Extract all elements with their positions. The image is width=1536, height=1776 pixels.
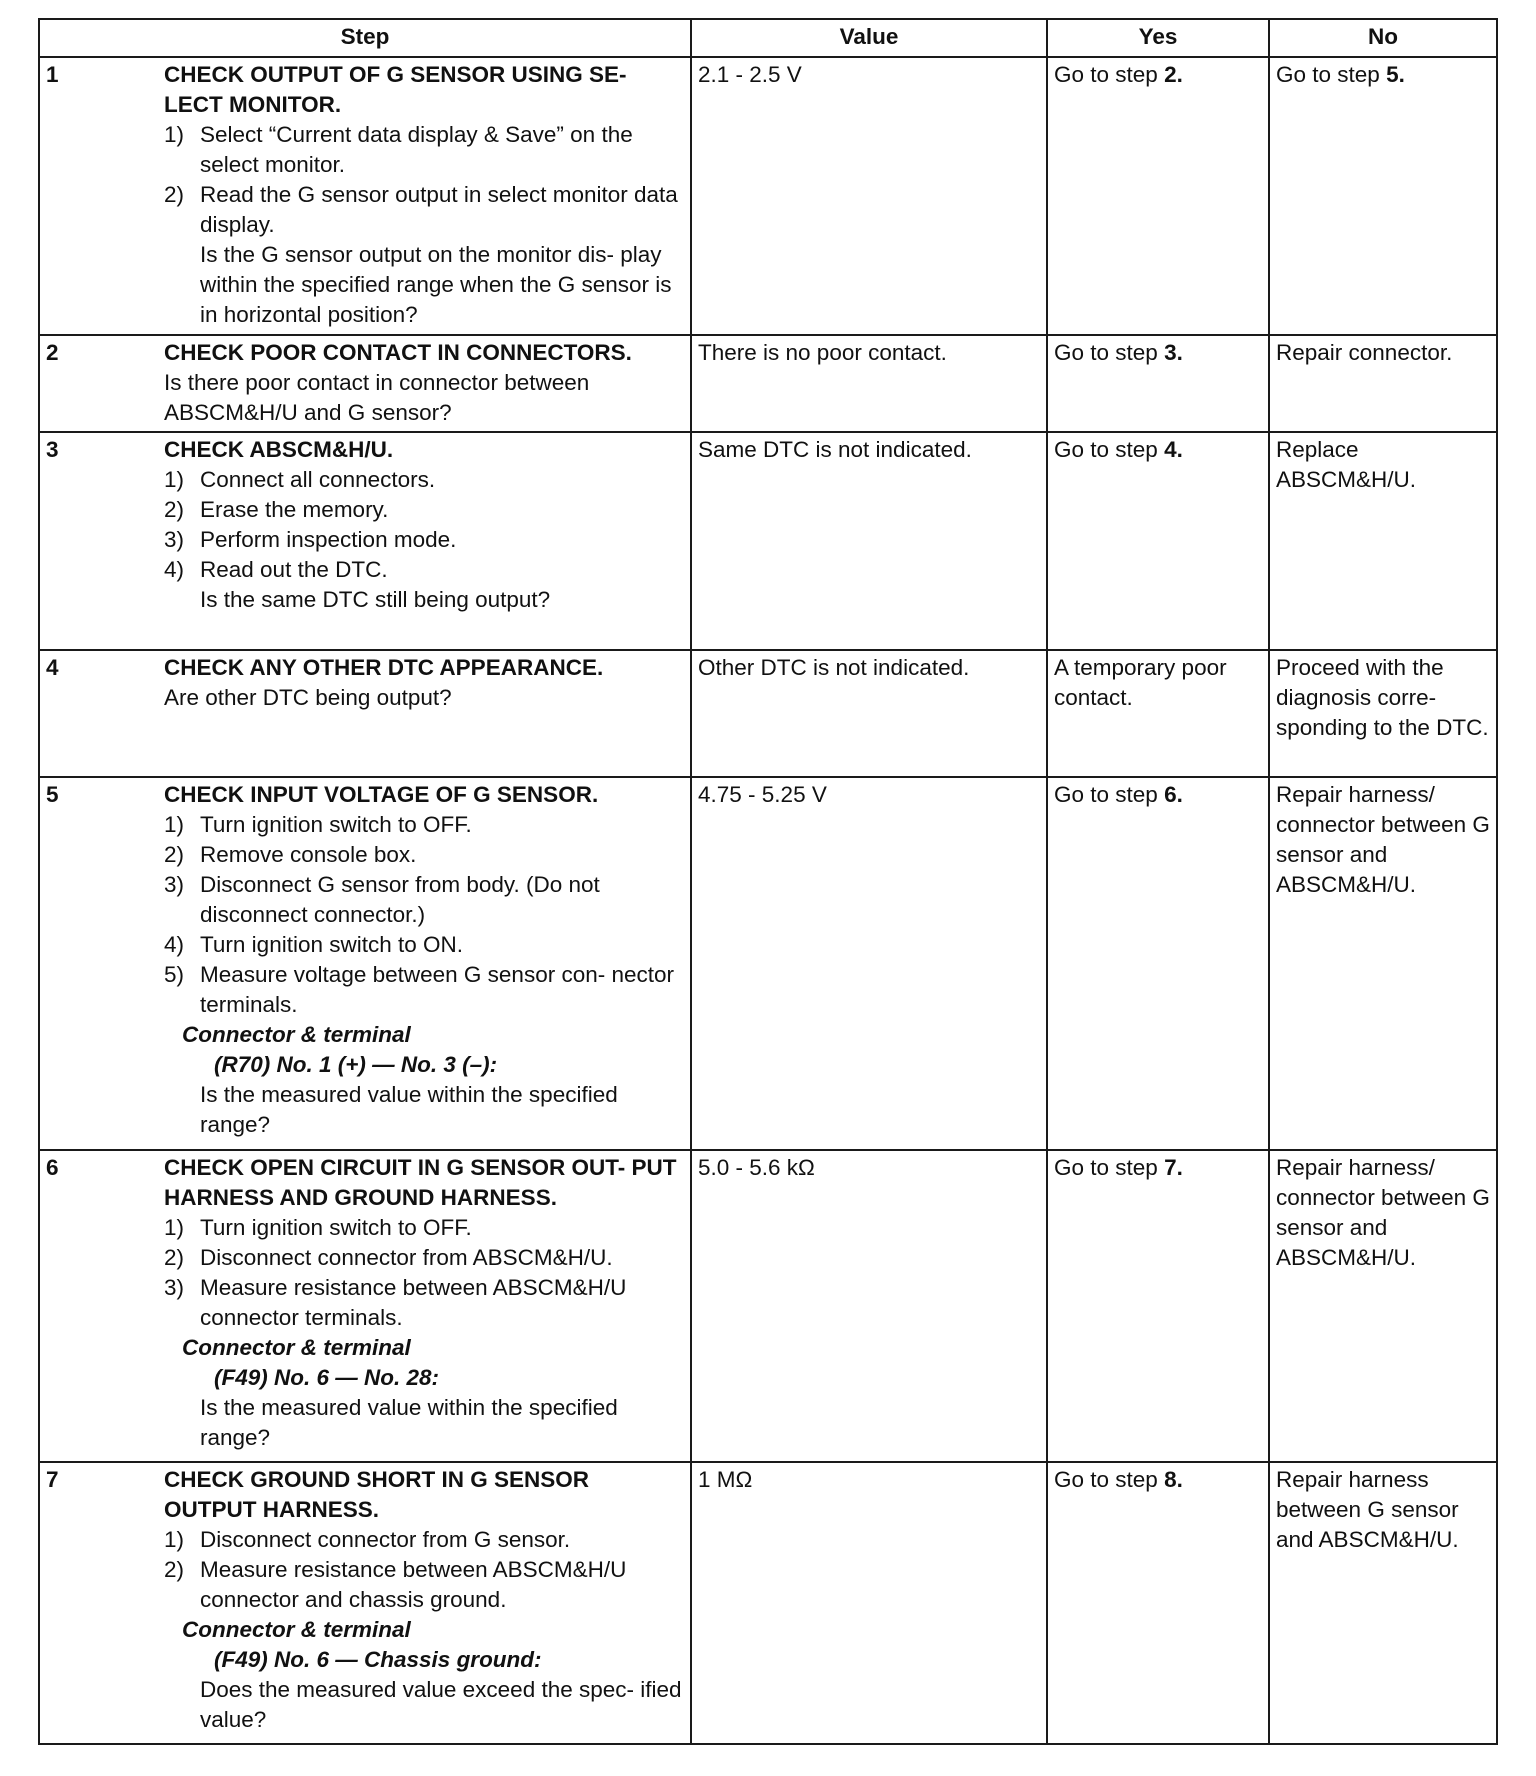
yes-cell: Go to step 4. [1047,432,1269,650]
step-number: 5 [46,782,59,807]
no-cell: Repair harness between G sensor and ABSCM&H/U. [1269,1462,1497,1744]
table-row [39,1150,1497,1462]
procedure-item: 1) Turn ignition switch to OFF. [164,1215,472,1240]
procedure-item: 2) Disconnect connector from ABSCM&H/U. [164,1245,613,1270]
step-number: 4 [46,655,59,680]
no-cell: Repair harness/ connector between G sensor and ABSCM&H/U. [1269,1150,1497,1462]
yes-cell: Go to step 3. [1047,335,1269,432]
procedure-list [164,1213,684,1333]
step-title: CHECK GROUND SHORT IN G SENSOR OUTPUT HARNESS. [164,1467,590,1522]
procedure-item: 2) Erase the memory. [164,497,389,522]
procedure-list [164,1525,684,1615]
procedure-list [164,120,684,240]
step-question: Are other DTC being output? [164,685,452,710]
connector-label: Connector & terminal [182,1335,411,1360]
value-cell: 4.75 - 5.25 V [691,777,1047,1150]
step-cell [39,777,691,1150]
yes-cell: Go to step 6. [1047,777,1269,1150]
table-row [39,1462,1497,1744]
no-cell: Repair connector. [1269,335,1497,432]
procedure-item: 4) Read out the DTC. [164,557,388,582]
step-question: Is the G sensor output on the monitor dis- play within the specified range when the G sensor is in horizontal position? [200,242,672,327]
step-title: CHECK OUTPUT OF G SENSOR USING SE- LECT MONITOR. [164,62,627,117]
step-number: 1 [46,62,59,87]
connector-label: Connector & terminal [182,1617,411,1642]
value-cell: 5.0 - 5.6 kΩ [691,1150,1047,1462]
step-question: Does the measured value exceed the spec- ified value? [200,1677,682,1732]
no-cell: Replace ABSCM&H/U. [1269,432,1497,650]
step-cell [39,432,691,650]
table-row [39,432,1497,650]
step-title: CHECK OPEN CIRCUIT IN G SENSOR OUT- PUT HARNESS AND GROUND HARNESS. [164,1155,677,1210]
procedure-item: 2) Remove console box. [164,842,417,867]
connector-terminals: (R70) No. 1 (+) — No. 3 (–): [214,1052,498,1077]
yes-cell: Go to step 2. [1047,57,1269,335]
step-number: 6 [46,1155,59,1180]
diagnosis-table [38,18,1498,1745]
step-title: CHECK POOR CONTACT IN CONNECTORS. [164,340,632,365]
value-cell: Same DTC is not indicated. [691,432,1047,650]
header-step: Step [39,19,691,57]
table-row [39,335,1497,432]
procedure-item: 3) Disconnect G sensor from body. (Do not disconnect connector.) [164,872,600,927]
step-question: Is the measured value within the specified range? [200,1395,618,1450]
header-row [39,19,1497,57]
procedure-item: 2) Read the G sensor output in select monitor data display. [164,182,678,237]
step-question: Is the measured value within the specified range? [200,1082,618,1137]
procedure-item: 1) Connect all connectors. [164,467,436,492]
procedure-list [164,465,684,585]
procedure-item: 3) Perform inspection mode. [164,527,457,552]
value-cell: 2.1 - 2.5 V [691,57,1047,335]
step-question: Is there poor contact in connector between ABSCM&H/U and G sensor? [164,370,590,425]
procedure-item: 5) Measure voltage between G sensor con- nector terminals. [164,962,675,1017]
procedure-list [164,810,684,1020]
connector-terminals: (F49) No. 6 — Chassis ground: [214,1647,542,1672]
no-cell: Go to step 5. [1269,57,1497,335]
step-number: 2 [46,340,59,365]
header-value: Value [691,19,1047,57]
step-question: Is the same DTC still being output? [200,587,551,612]
procedure-item: 1) Disconnect connector from G sensor. [164,1527,571,1552]
procedure-item: 1) Turn ignition switch to OFF. [164,812,472,837]
step-cell [39,1150,691,1462]
no-cell: Repair harness/ connector between G sensor and ABSCM&H/U. [1269,777,1497,1150]
step-title: CHECK ABSCM&H/U. [164,437,394,462]
value-cell: Other DTC is not indicated. [691,650,1047,777]
step-number: 3 [46,437,59,462]
yes-cell: A temporary poor contact. [1047,650,1269,777]
value-cell: There is no poor contact. [691,335,1047,432]
table-row [39,650,1497,777]
step-number: 7 [46,1467,59,1492]
procedure-item: 2) Measure resistance between ABSCM&H/U connector and chassis ground. [164,1557,627,1612]
step-title: CHECK ANY OTHER DTC APPEARANCE. [164,655,604,680]
no-cell: Proceed with the diagnosis corre- sponding to the DTC. [1269,650,1497,777]
yes-cell: Go to step 8. [1047,1462,1269,1744]
procedure-item: 1) Select “Current data display & Save” on the select monitor. [164,122,633,177]
step-cell [39,57,691,335]
step-cell [39,1462,691,1744]
yes-cell: Go to step 7. [1047,1150,1269,1462]
connector-label: Connector & terminal [182,1022,411,1047]
table-row [39,57,1497,335]
procedure-item: 3) Measure resistance between ABSCM&H/U connector terminals. [164,1275,627,1330]
step-cell [39,650,691,777]
procedure-item: 4) Turn ignition switch to ON. [164,932,464,957]
step-title: CHECK INPUT VOLTAGE OF G SENSOR. [164,782,599,807]
header-no: No [1269,19,1497,57]
connector-terminals: (F49) No. 6 — No. 28: [214,1365,440,1390]
value-cell: 1 MΩ [691,1462,1047,1744]
header-yes: Yes [1047,19,1269,57]
table-row [39,777,1497,1150]
step-cell [39,335,691,432]
